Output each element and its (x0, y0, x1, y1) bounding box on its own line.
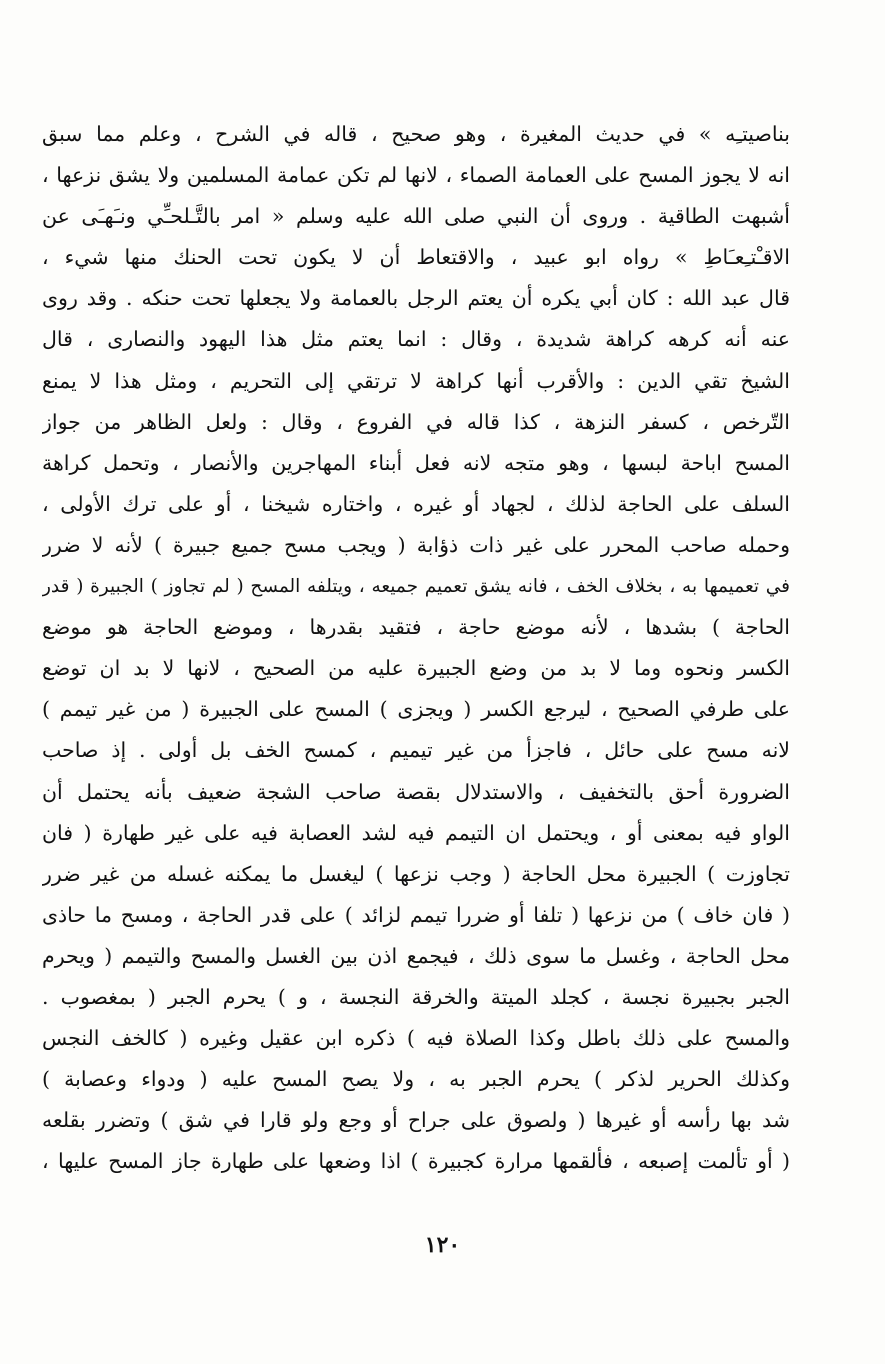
page-number: ١٢٠ (424, 1232, 461, 1258)
text-line-3: أشبهت الطاقية . وروى أن النبي صلى الله عليه وسلم « امر بالتَّـلحـِّي ونـَهـَى عن (42, 204, 790, 229)
text-line-20: ( فان خاف ) من نزعها ( تلفا أو ضررا تيمم لزائد ) على قدر الحاجة ، ومسح ما حاذى (42, 902, 790, 927)
text-line-2: انه لا يجوز المسح على العمامة الصماء ، لانها لم تكن عمامة المسلمين ولا يشق نزعها ، (42, 163, 790, 188)
text-line-14: الكسر ونحوه وما لا بد من وضع الجبيرة عليه من الصحيح ، لانها لا بد ان توضع (42, 656, 790, 681)
text-line-4: الاقـْتـِعـَاطِ » رواه ابو عبيد ، والاقتعاط أن لا يكون تحت الحنك منها شيء ، (42, 245, 790, 270)
text-line-9: المسح اباحة لبسها ، وهو متجه لانه فعل أبناء المهاجرين والأنصار ، وتحمل كراهة (42, 450, 790, 475)
text-line-22: الجبر بجبيرة نجسة ، كجلد الميتة والخرقة النجسة ، و ) يحرم الجبر ( بمغصوب . (42, 984, 790, 1009)
text-line-13: الحاجة ) بشدها ، لأنه موضع حاجة ، فتقيد بقدرها ، وموضع الحاجة هو موضع (42, 615, 790, 640)
text-line-7: الشيخ تقي الدين : والأقرب أنها كراهة لا ترتقي إلى التحريم ، ومثل هذا لا يمنع (42, 368, 790, 393)
text-line-6: عنه أنه كرهه كراهة شديدة ، وقال : انما يعتم مثل هذا اليهود والنصارى ، قال (42, 327, 790, 352)
text-line-1: بناصيتـِه » في حديث المغيرة ، وهو صحيح ، قاله في الشرح ، وعلم مما سبق (42, 122, 790, 146)
text-line-25: شد بها رأسه أو غيرها ( ولصوق على جراح أو وجع ولو قارا في شق ) وتضرر بقلعه (42, 1108, 790, 1133)
text-line-8: التّرخص ، كسفر النزهة ، كذا قاله في الفروع ، وقال : ولعل الظاهر من جواز (42, 409, 790, 434)
text-line-26: ( أو تألمت إصبعه ، فألقمها مرارة كجبيرة ) اذا وضعها على طهارة جاز المسح عليها ، (42, 1149, 790, 1174)
text-line-16: لانه مسح على حائل ، فاجزأ من غير تيميم ، كمسح الخف بل أولى . إذ صاحب (42, 738, 790, 763)
text-line-23: والمسح على ذلك باطل وكذا الصلاة فيه ) ذكره ابن عقيل وغيره ( كالخف النجس (42, 1026, 790, 1051)
text-line-24: وكذلك الحرير لذكر ) يحرم الجبر به ، ولا يصح المسح عليه ( ودواء وعصابة ) (42, 1067, 790, 1092)
text-line-19: تجاوزت ) الجبيرة محل الحاجة ( وجب نزعها ) ليغسل ما يمكنه غسله من غير ضرر (42, 861, 790, 886)
text-line-18: الواو فيه بمعنى أو ، ويحتمل ان التيمم فيه لشد العصابة فيه على غير طهارة ( فان (42, 820, 790, 845)
text-line-15: على طرفي الصحيح ، ليرجع الكسر ( ويجزى ) المسح على الجبيرة ( من غير تيمم ) (42, 697, 790, 722)
text-line-12: في تعميمها به ، بخلاف الخف ، فانه يشق تعميم جميعه ، ويتلفه المسح ( لم تجاوز ) الجبيرة ( قدر (42, 576, 790, 598)
text-line-11: وحمله صاحب المحرر على غير ذات ذؤابة ( ويجب مسح جميع جبيرة ) لأنه لا ضرر (42, 532, 790, 557)
text-line-5: قال عبد الله : كان أبي يكره أن يعتم الرجل بالعمامة ولا يجعلها تحت حنكه . وقد روى (42, 286, 790, 311)
text-line-21: محل الحاجة ، وغسل ما سوى ذلك ، فيجمع اذن بين الغسل والمسح والتيمم ( ويحرم (42, 943, 790, 968)
text-line-10: السلف على الحاجة لذلك ، لجهاد أو غيره ، واختاره شيخنا ، أو على ترك الأولى ، (42, 491, 790, 516)
body-text (42, 114, 790, 1182)
text-line-17: الضرورة أحق بالتخفيف ، والاستدلال بقصة صاحب الشجة ضعيف بأنه يحتمل أن (42, 779, 790, 804)
